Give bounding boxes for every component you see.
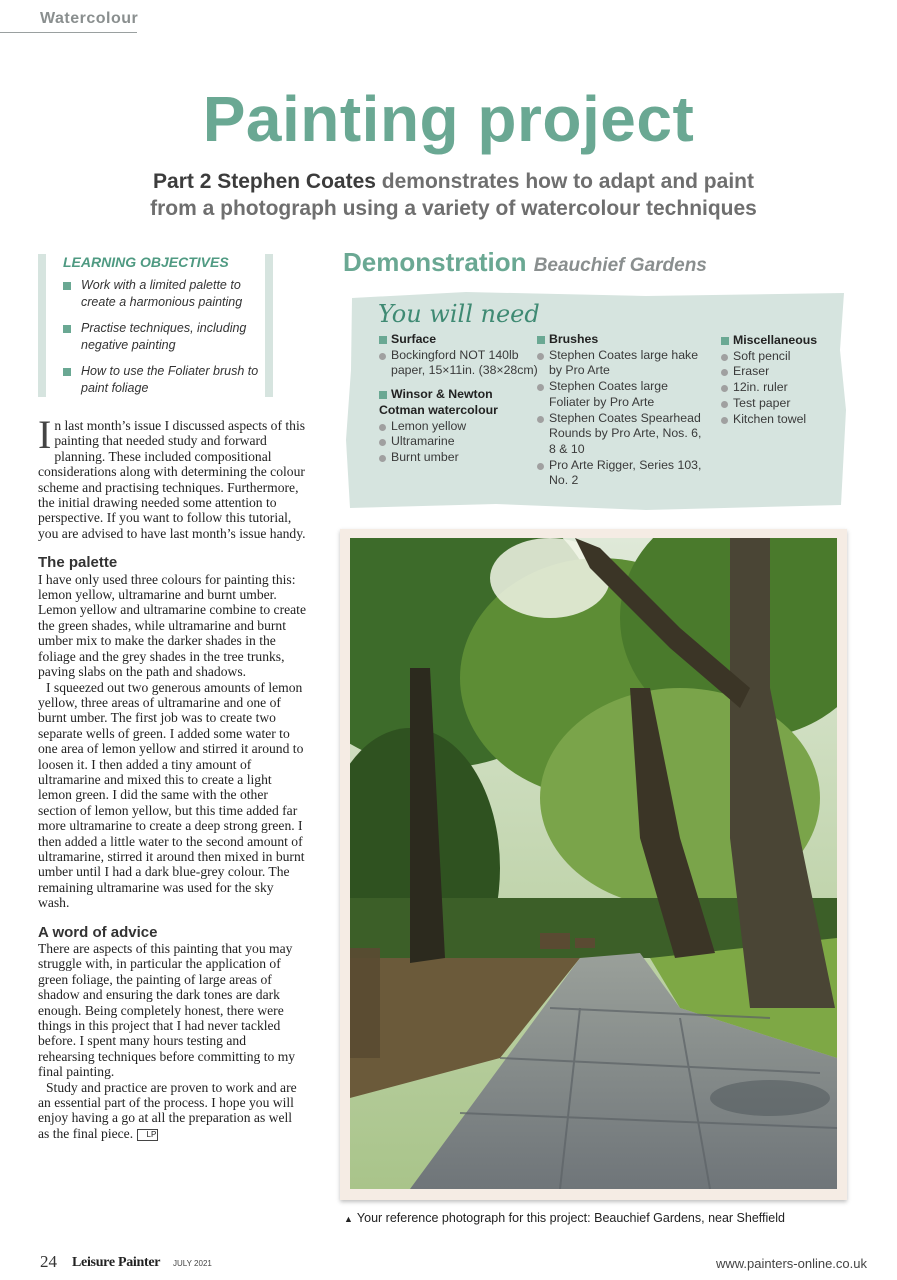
misc-heading: Miscellaneous	[721, 333, 841, 349]
garden-scene-illustration	[350, 538, 837, 1189]
website-link[interactable]: www.painters-online.co.uk	[715, 1256, 867, 1271]
brush-item: Pro Arte Rigger, Series 103, No. 2	[537, 458, 707, 489]
paint-item: Burnt umber	[379, 450, 549, 466]
advice-paragraph	[38, 1080, 306, 1142]
objective-text: Work with a limited palette to create a harmonious painting	[81, 278, 243, 309]
demonstration-subtitle: Beauchief Gardens	[533, 255, 707, 276]
demonstration-heading	[343, 247, 707, 278]
photo-caption	[344, 1211, 785, 1225]
section-tag-label: Watercolour	[40, 10, 139, 27]
objective-text: Practise techniques, including negative painting	[81, 321, 247, 352]
objectives-bar-left	[38, 254, 46, 397]
misc-item: 12in. ruler	[721, 380, 841, 396]
palette-heading: The palette	[38, 554, 118, 572]
caption-text: Your reference photograph for this project: Beauchief Gardens, near Sheffield	[356, 1211, 785, 1225]
standfirst-line2: from a photograph using a variety of watercolour techniques	[150, 197, 757, 220]
objective-item	[63, 277, 271, 311]
demonstration-title: Demonstration	[343, 247, 527, 277]
paint-heading-line2: Cotman watercolour	[379, 402, 498, 417]
objective-item	[63, 320, 271, 354]
brush-item: Stephen Coates large hake by Pro Arte	[537, 348, 707, 379]
advice-heading: A word of advice	[38, 923, 158, 941]
column-surface-paints	[379, 332, 549, 466]
palette-paragraph: I have only used three colours for painting this: lemon yellow, ultramarine and burnt umber. Lemon yellow and ultramarine combine to create the green shades, while ultramarine and burnt umber mix to make the darker shades in the foliage and the grey shades in the tree trunks, paving slabs on the path and shadows.	[38, 571, 306, 680]
square-bullet-icon	[63, 325, 71, 333]
article-body	[38, 412, 306, 1141]
page-number: 24	[40, 1252, 57, 1271]
objectives-heading: LEARNING OBJECTIVES	[63, 254, 229, 270]
end-mark-icon: LP	[137, 1129, 159, 1141]
paint-item: Ultramarine	[379, 434, 549, 450]
page-title: Painting project	[202, 83, 695, 155]
standfirst	[120, 168, 787, 222]
triangle-pointer-icon: ▲	[344, 1214, 353, 1224]
advice-text: Study and practice are proven to work and are an essential part of the process. I hope you will enjoy having a go at all the preparation as well as the final piece.	[38, 1079, 297, 1141]
you-will-need-panel	[346, 290, 848, 510]
issue-date: JULY 2021	[173, 1259, 212, 1268]
misc-item: Soft pencil	[721, 349, 841, 365]
objective-item	[63, 363, 271, 397]
you-will-need-title: You will need	[378, 300, 540, 328]
paint-item: Lemon yellow	[379, 419, 549, 435]
brushes-heading: Brushes	[537, 332, 707, 348]
paint-heading: Winsor & Newton	[379, 387, 549, 403]
surface-heading: Surface	[379, 332, 549, 348]
misc-item: Kitchen towel	[721, 412, 841, 428]
intro-paragraph	[38, 412, 306, 541]
brush-item: Stephen Coates Spearhead Rounds by Pro Arte, Nos. 6, 8 & 10	[537, 411, 707, 458]
drop-cap: I	[38, 412, 52, 457]
standfirst-line1: demonstrates how to adapt and paint	[375, 170, 754, 193]
advice-paragraph: There are aspects of this painting that you may struggle with, in particular the application of green foliage, the painting of large areas of shadow and ensuring the dark tones are dark enough. Being completely honest, there were things in this project that I had never tackled before. I spent many hours testing and rehearsing techniques before committing to my final painting.	[38, 941, 296, 1080]
square-bullet-icon	[63, 282, 71, 290]
square-bullet-icon	[63, 368, 71, 376]
surface-item: Bockingford NOT 140lb paper, 15×11in. (38×28cm)	[379, 348, 549, 379]
palette-paragraph: I squeezed out two generous amounts of lemon yellow, three areas of ultramarine and one of burnt umber. The first job was to create two separate wells of green. I added some water to one area of lemon yellow and stirred it around to loosen it. I then added a tiny amount of ultramarine and mixed this to create a light lemon green. I did the same with the other section of lemon yellow, but this time added far more ultramarine to create a deep strong green. I then added a little water to the second amount of ultramarine, stirred it around then mixed in burnt umber until I had a dark blue-grey colour. The remaining ultramarine was used for the sky wash.	[38, 679, 305, 911]
brush-item: Stephen Coates large Foliater by Pro Arte	[537, 379, 707, 410]
intro-text: n last month’s issue I discussed aspects of this painting that needed study and forward planning. These included compositional considerations along with determining the colour scheme and practising techniques. Furthermore, the initial drawing needed some attention to perspective. If you want to follow this tutorial, you are advised to have last month’s issue handy.	[38, 418, 306, 541]
misc-item: Test paper	[721, 396, 841, 412]
column-miscellaneous	[721, 333, 841, 427]
misc-item: Eraser	[721, 364, 841, 380]
learning-objectives-box	[38, 254, 273, 397]
reference-photograph	[350, 538, 837, 1189]
photo-frame	[340, 529, 847, 1200]
magazine-logo: Leisure Painter	[72, 1255, 161, 1270]
standfirst-author: Part 2 Stephen Coates	[153, 170, 376, 193]
column-brushes	[537, 332, 707, 489]
section-tag	[0, 8, 137, 33]
objective-text: How to use the Foliater brush to paint foliage	[81, 364, 259, 395]
